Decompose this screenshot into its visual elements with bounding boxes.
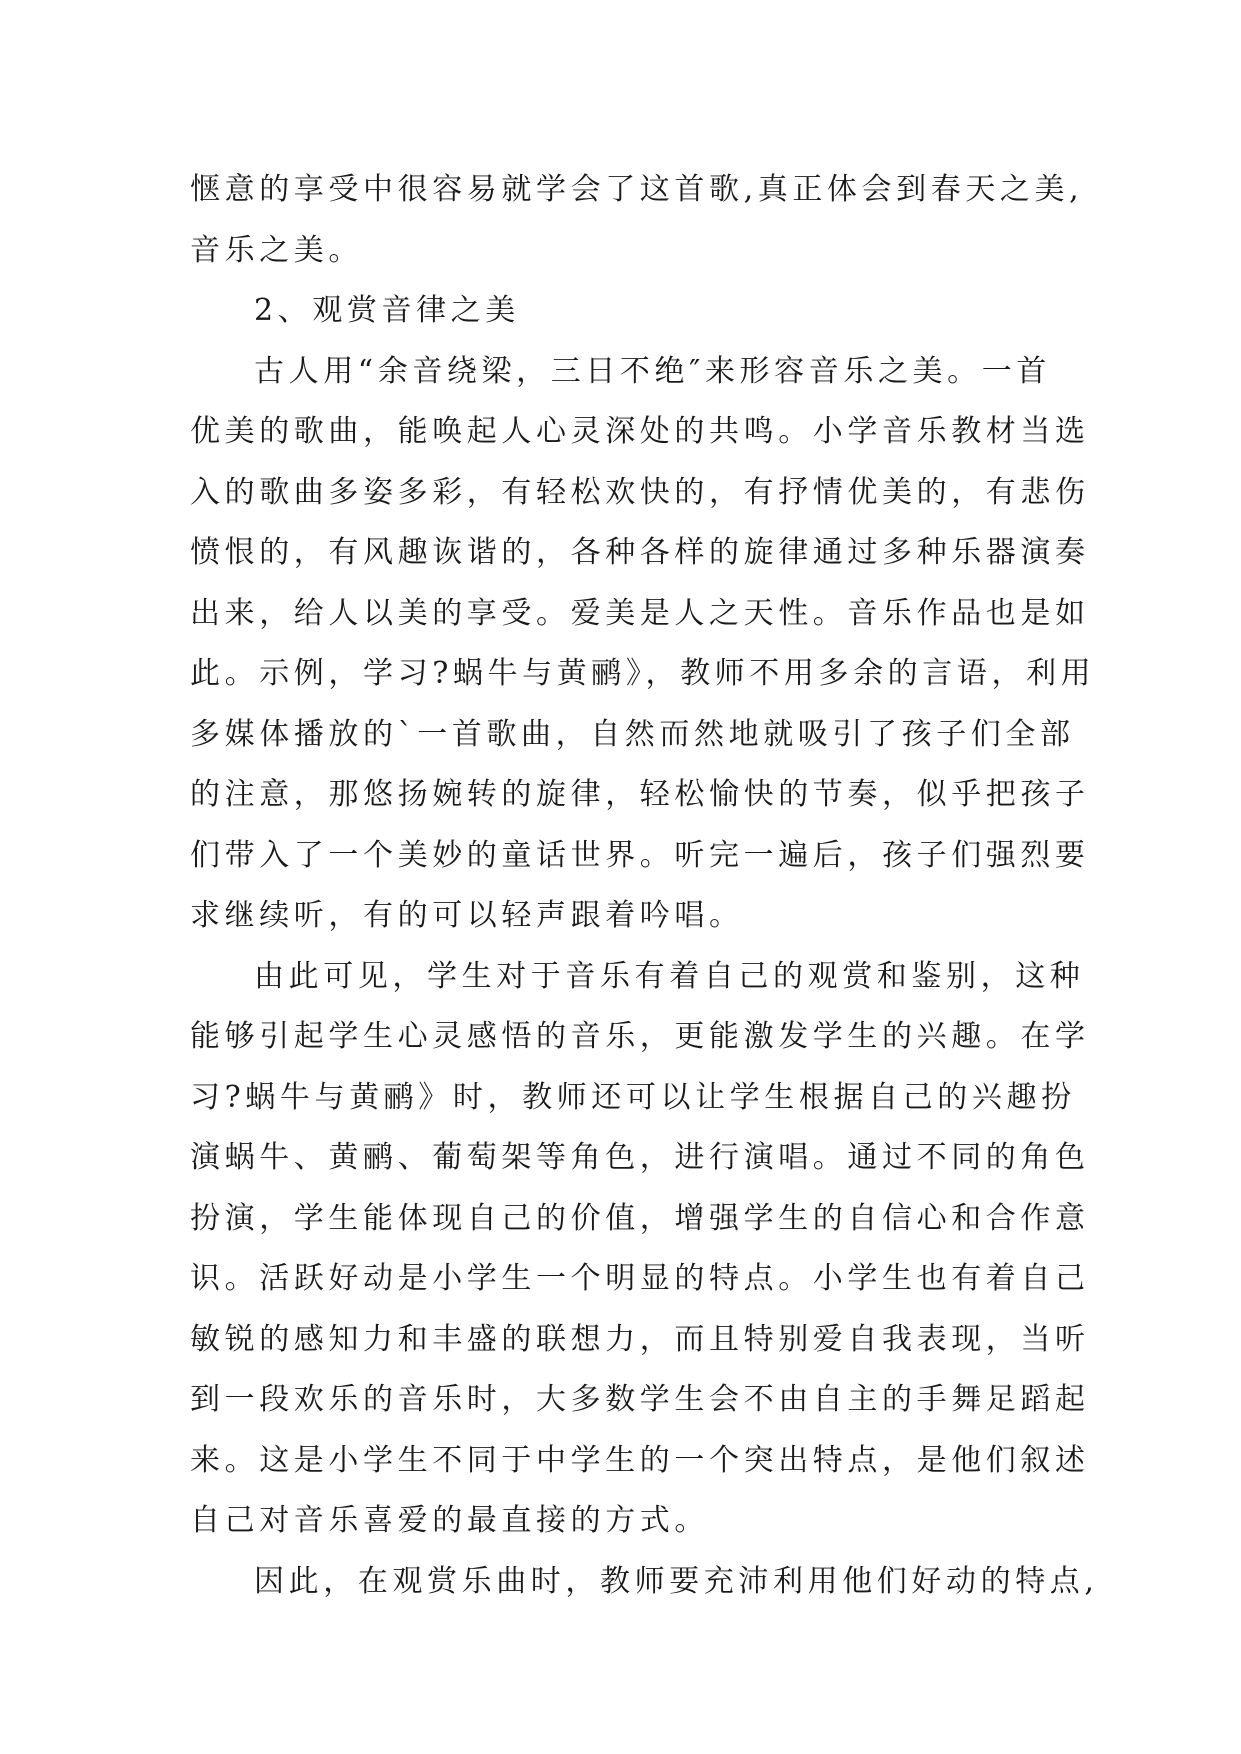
text-line: 求继续听，有的可以轻声跟着吟唱。 — [190, 898, 744, 933]
text-line: 音乐之美。 — [190, 232, 363, 268]
text-line: 多媒体播放的`一首歌曲，自然而然地就吸引了孩子们全部 — [190, 716, 1075, 752]
text-line: 到一段欢乐的音乐时，大多数学生会不由自主的手舞足蹈起 — [190, 1382, 1090, 1417]
section-heading: 2、观赏音律之美 — [254, 293, 520, 328]
text-line: 来。这是小学生不同于中学生的一个突出特点，是他们叙述 — [190, 1442, 1090, 1478]
text-line: 愤恨的，有风趣诙谐的，各种各样的旋律通过多种乐器演奏 — [190, 535, 1090, 570]
text-line: 的注意，那悠扬婉转的旋律，轻松愉快的节奏，似乎把孩子 — [190, 777, 1090, 812]
text-line: 习?蜗牛与黄鹂》时，教师还可以让学生根据自己的兴趣扮 — [190, 1079, 1076, 1115]
text-line: 入的歌曲多姿多彩，有轻松欢快的，有抒情优美的，有悲伤 — [190, 474, 1090, 510]
text-line: 敏锐的感知力和丰盛的联想力，而且特别爱自我表现，当听 — [190, 1321, 1090, 1357]
text-line: 由此可见，学生对于音乐有着自己的观赏和鉴别，这种 — [254, 958, 1085, 994]
document-body — [190, 160, 1099, 1612]
text-line: 优美的歌曲，能唤起人心灵深处的共鸣。小学音乐教材当选 — [190, 414, 1090, 449]
text-line: 此。示例，学习?蜗牛与黄鹂》，教师不用多余的言语，利用 — [190, 656, 1096, 691]
text-line: 出来，给人以美的享受。爱美是人之天性。音乐作品也是如 — [190, 595, 1090, 631]
text-line: 古人用“余音绕梁，三日不绝″来形容音乐之美。一首 — [254, 353, 1051, 389]
text-line: 自己对音乐喜爱的最直接的方式。 — [190, 1503, 709, 1538]
text-line: 们带入了一个美妙的童话世界。听完一遍后，孩子们强烈要 — [190, 837, 1090, 873]
text-line: 能够引起学生心灵感悟的音乐，更能激发学生的兴趣。在学 — [190, 1019, 1090, 1054]
text-line: 识。活跃好动是小学生一个明显的特点。小学生也有着自己 — [190, 1261, 1090, 1296]
text-line: 因此，在观赏乐曲时，教师要充沛利用他们好动的特点, — [254, 1563, 1099, 1599]
text-line: 演蜗牛、黄鹂、葡萄架等角色，进行演唱。通过不同的角色 — [190, 1140, 1090, 1175]
text-line: 惬意的享受中很容易就学会了这首歌,真正体会到春天之美, — [190, 172, 1084, 207]
text-line: 扮演，学生能体现自己的价值，增强学生的自信心和合作意 — [190, 1200, 1090, 1236]
